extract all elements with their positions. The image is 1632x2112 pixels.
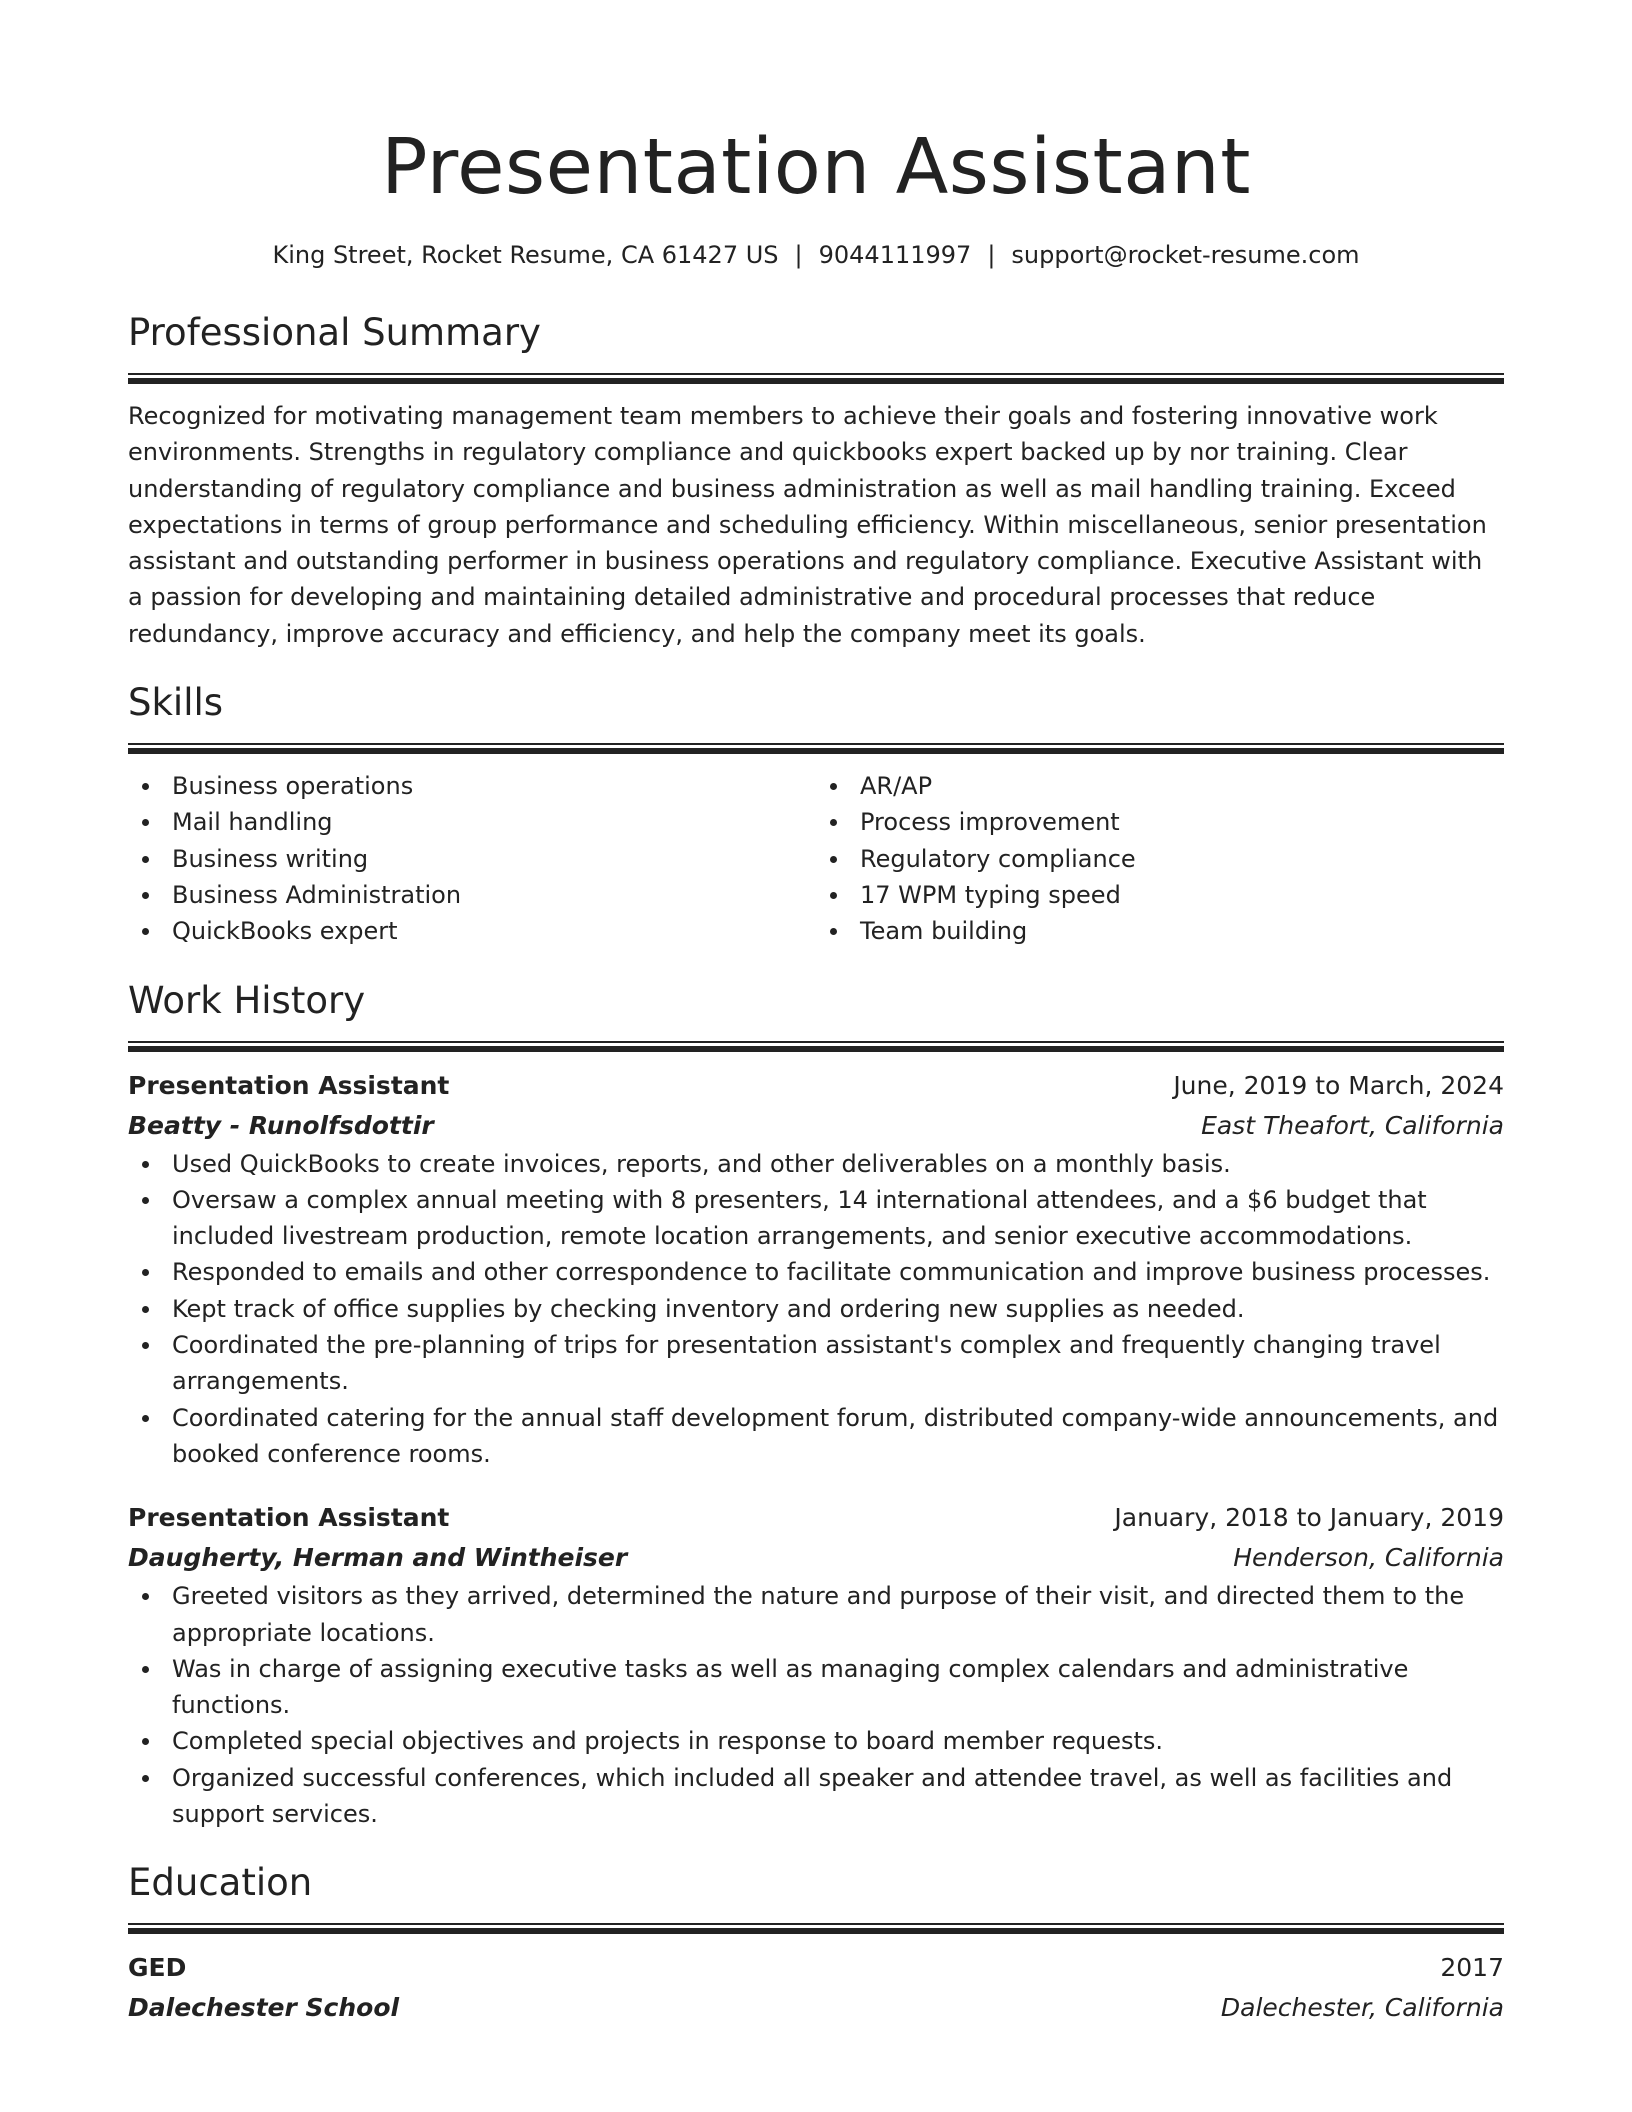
skill-item: Process improvement — [816, 804, 1504, 840]
job-employer-row — [128, 1106, 1504, 1146]
skill-item: Mail handling — [128, 804, 816, 840]
contact-separator: | — [987, 241, 996, 269]
contact-email[interactable]: support@rocket-resume.com — [1011, 241, 1360, 269]
candidate-name: Presentation Assistant — [381, 123, 1251, 212]
section-divider — [128, 1041, 1504, 1052]
section-divider — [128, 743, 1504, 754]
education-school: Dalechester School — [128, 1993, 400, 2023]
job-bullet: Organized successful conferences, which included all speaker and attendee travel, as well as facilities and support services. — [128, 1760, 1504, 1833]
work-history-heading: Work History — [128, 978, 366, 1022]
summary-heading: Professional Summary — [128, 311, 541, 354]
job-title: Presentation Assistant — [128, 1503, 450, 1533]
job-entry — [128, 1498, 1504, 1832]
job-header-row — [128, 1066, 1504, 1106]
education-year: 2017 — [1440, 1953, 1504, 1983]
skill-item: Business operations — [128, 768, 816, 804]
skill-item: Team building — [816, 913, 1504, 949]
job-bullet: Used QuickBooks to create invoices, reports, and other deliverables on a monthly basis. — [128, 1146, 1504, 1182]
skills-list — [128, 768, 1504, 949]
skill-item: QuickBooks expert — [128, 913, 816, 949]
job-bullet-list — [128, 1578, 1504, 1832]
summary-text: Recognized for motivating management team members to achieve their goals and fostering innovative work environments. Strengths in regulatory compliance and quickbooks expert backed up by nor training. Clear understanding of regulatory compliance and business administration as well as mail handling training. Exceed expectations in terms of group performance and scheduling efficiency. Within miscellaneous, senior presentation assistant and outstanding performer in business operations and regulatory compliance. Executive Assistant with a passion for developing and maintaining detailed administrative and procedural processes that reduce redundancy, improve accuracy and efficiency, and help the company meet its goals. — [128, 402, 1487, 648]
job-header-row — [128, 1498, 1504, 1538]
job-dates: January, 2018 to January, 2019 — [1114, 1503, 1504, 1533]
job-location: Henderson, California — [1233, 1543, 1504, 1573]
contact-address: King Street, Rocket Resume, CA 61427 US — [272, 241, 779, 269]
skills-column-left — [128, 768, 816, 949]
job-location: East Theafort, California — [1201, 1110, 1504, 1140]
job-bullet: Completed special objectives and projects in response to board member requests. — [128, 1723, 1504, 1759]
skills-heading: Skills — [128, 681, 224, 725]
section-divider — [128, 373, 1504, 384]
education-degree: GED — [128, 1953, 187, 1983]
job-bullet: Oversaw a complex annual meeting with 8 presenters, 14 international attendees, and a $6 budget that included livestream production, remote location arrangements, and senior executive accommodations. — [128, 1182, 1504, 1255]
job-entry — [128, 1066, 1504, 1473]
job-dates: June, 2019 to March, 2024 — [1173, 1070, 1504, 1100]
skill-item: Business Administration — [128, 877, 816, 913]
section-divider — [128, 1923, 1504, 1934]
education-header-row — [128, 1948, 1504, 1988]
job-bullet-list — [128, 1146, 1504, 1473]
job-title: Presentation Assistant — [128, 1070, 450, 1100]
job-bullet: Greeted visitors as they arrived, determined the nature and purpose of their visit, and directed them to the appropriate locations. — [128, 1578, 1504, 1651]
job-bullet: Kept track of office supplies by checking inventory and ordering new supplies as needed. — [128, 1291, 1504, 1327]
job-bullet: Coordinated catering for the annual staff development forum, distributed company-wide announcements, and booked conference rooms. — [128, 1400, 1504, 1473]
skill-item: AR/AP — [816, 768, 1504, 804]
contact-separator: | — [794, 241, 803, 269]
job-bullet: Was in charge of assigning executive tasks as well as managing complex calendars and administrative functions. — [128, 1651, 1504, 1724]
contact-phone: 9044111997 — [818, 241, 972, 269]
skill-item: Regulatory compliance — [816, 841, 1504, 877]
skill-item: 17 WPM typing speed — [816, 877, 1504, 913]
job-employer-row — [128, 1538, 1504, 1578]
skills-column-right — [816, 768, 1504, 949]
education-school-row — [128, 1988, 1504, 2028]
job-bullet: Responded to emails and other correspondence to facilitate communication and improve business processes. — [128, 1254, 1504, 1290]
education-location: Dalechester, California — [1220, 1993, 1504, 2023]
skill-item: Business writing — [128, 841, 816, 877]
education-heading: Education — [128, 1861, 313, 1905]
job-company: Beatty - Runolfsdottir — [128, 1110, 434, 1140]
contact-line — [128, 238, 1504, 272]
job-bullet: Coordinated the pre-planning of trips for presentation assistant's complex and frequently changing travel arrangements. — [128, 1327, 1504, 1400]
job-company: Daugherty, Herman and Wintheiser — [128, 1543, 628, 1573]
